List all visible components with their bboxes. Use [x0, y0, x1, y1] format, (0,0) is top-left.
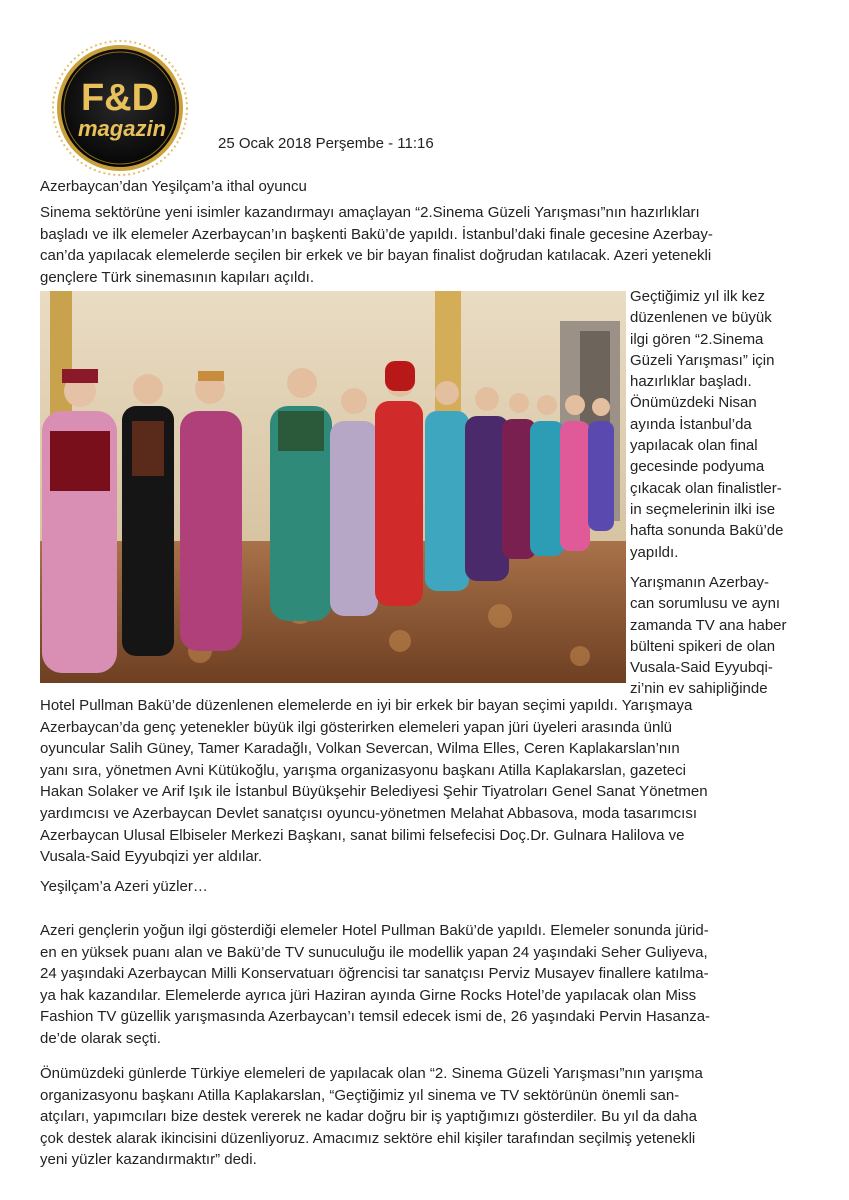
article-headline: Azerbaycan’dan Yeşilçam’a ithal oyuncu — [40, 178, 307, 195]
text-line: Geçtiğimiz yıl ilk kez — [630, 288, 766, 305]
text-line: de’de olarak seçti. — [40, 1029, 161, 1047]
body-paragraph-1 — [40, 695, 810, 868]
text-line: çok destek alarak ikincisini düzenliyoruz. Amacımız sektöre ehil kişiler tarafından seçilmiş yetenekli — [40, 1129, 696, 1147]
text-line: yanı sıra, yönetmen Avni Kütükoğlu, yarışma organizasyonu başkanı Atilla Kaplakarslan, gazeteci — [40, 761, 686, 779]
text-line: atçıları, yapımcıları bize destek vererek ne kadar doğru bir iş yaptığımızı gösterdiler. Bu yıl da daha — [40, 1108, 697, 1126]
text-line: Sinema sektörüne yeni isimler kazandırmayı amaçlayan “2.Sinema Güzeli Yarışması”nın hazırlıkları — [40, 204, 700, 221]
text-line: can sorumlusu ve aynı — [630, 595, 781, 613]
contestants-photo — [40, 291, 626, 683]
text-line: yapılacak olan final — [630, 437, 758, 455]
svg-text:F&D: F&D — [80, 77, 160, 119]
article-photo — [40, 291, 626, 683]
text-line: Önümüzdeki günlerde Türkiye elemeleri de yapılacak olan “2. Sinema Güzeli Yarışması”nın yarışma — [40, 1065, 703, 1082]
text-line: düzenlenen ve büyük — [630, 309, 772, 327]
text-line: gecesinde podyuma — [630, 458, 765, 476]
text-line: en en yüksek puanı alan ve Bakü’de TV sunuculuğu ile modellik yapan 24 yaşındaki Seher Guliyeva, — [40, 943, 708, 961]
text-line: Fashion TV güzellik yarışmasında Azerbaycan’ı temsil edecek ismi de, 26 yaşındaki Pervin Hasanza- — [40, 1008, 711, 1026]
text-line: ayında İstanbul’da — [630, 415, 752, 433]
text-line: hafta sonunda Bakü’de — [630, 522, 784, 540]
section-subheading: Yeşilçam’a Azeri yüzler… — [40, 878, 208, 895]
text-line: Güzeli Yarışması” için — [630, 351, 775, 369]
text-line: Vusala-Said Eyyubqi- — [630, 659, 773, 677]
text-line: yeni yüzler kazandırmaktır” dedi. — [40, 1151, 257, 1169]
text-line: ya hak kazandılar. Elemelerde ayrıca jüri Haziran ayında Girne Rocks Hotel’de yapılacak olan Miss — [40, 986, 697, 1004]
text-line: zamanda TV ana haber — [630, 616, 787, 634]
intro-paragraph — [40, 202, 810, 288]
text-line: Hakan Solaker ve Arif Işık ile İstanbul Büyükşehir Belediyesi Şehir Tiyatroları Genel Sanat Yönetmen — [40, 783, 708, 801]
text-line: zi’nin ev sahipliğinde — [630, 680, 768, 698]
text-line: can’da yapılacak elemelerde seçilen bir erkek ve bir bayan finalist doğrudan katılacak. Azeri yetenekli — [40, 247, 712, 265]
text-line: hazırlıklar başladı. — [630, 373, 752, 391]
fd-magazin-logo — [50, 38, 190, 178]
text-line: Azerbaycan’da genç yetenekler büyük ilgi gösterirken elemeleri yapan jüri üyeleri arasında ünlü — [40, 718, 673, 736]
text-line: organizasyonu başkanı Atilla Kaplakarslan, “Geçtiğimiz yıl sinema ve TV sektörünün önemli san- — [40, 1086, 680, 1104]
svg-text:magazin: magazin — [77, 116, 167, 141]
body-paragraph-3 — [40, 1063, 810, 1171]
publish-date: 25 Ocak 2018 Perşembe - 11:16 — [218, 135, 434, 152]
text-line: ilgi gören “2.Sinema — [630, 330, 764, 348]
text-line: Vusala-Said Eyyubqizi yer aldılar. — [40, 848, 263, 866]
text-line: Hotel Pullman Bakü’de düzenlenen elemelerde en iyi bir erkek bir bayan seçimi yapıldı. Yarışmaya — [40, 697, 693, 714]
body-paragraph-2 — [40, 920, 810, 1050]
text-line: yapıldı. — [630, 543, 679, 561]
text-line: bülteni spikeri de olan — [630, 637, 776, 655]
logo-emblem — [50, 38, 190, 178]
text-line: gençlere Türk sinemasının kapıları açıldı. — [40, 268, 315, 286]
text-line: yardımcısı ve Azerbaycan Devlet sanatçısı oyuncu-yönetmen Melahat Abbasova, moda tasarımcısı — [40, 804, 697, 822]
text-line: 24 yaşındaki Azerbaycan Milli Konservatuarı öğrencisi tar sanatçısı Perviz Musayev finallere katılma- — [40, 965, 709, 983]
text-line: in seçmelerinin ilki ise — [630, 500, 776, 518]
text-line: oyuncular Salih Güney, Tamer Karadağlı, Volkan Severcan, Wilma Elles, Ceren Kaplakarslan’nın — [40, 740, 680, 758]
text-line: çıkacak olan finalistler- — [630, 479, 782, 497]
text-line: Önümüzdeki Nisan — [630, 394, 757, 412]
text-line: Azerbaycan Ulusal Elbiseler Merkezi Başkanı, sanat bilimi felsefecisi Doç.Dr. Gulnara Halilova ve — [40, 826, 685, 844]
text-line: Azeri gençlerin yoğun ilgi gösterdiği elemeler Hotel Pullman Bakü’de yapıldı. Elemeler sonunda jürid- — [40, 922, 709, 939]
side-paragraph-1 — [630, 286, 815, 563]
text-line: başladı ve ilk elemeler Azerbaycan’ın başkenti Bakü’de yapıldı. İstanbul’daki finale gecesine Azerbay- — [40, 225, 713, 243]
side-paragraph-2 — [630, 572, 815, 700]
text-line: Yarışmanın Azerbay- — [630, 574, 769, 591]
